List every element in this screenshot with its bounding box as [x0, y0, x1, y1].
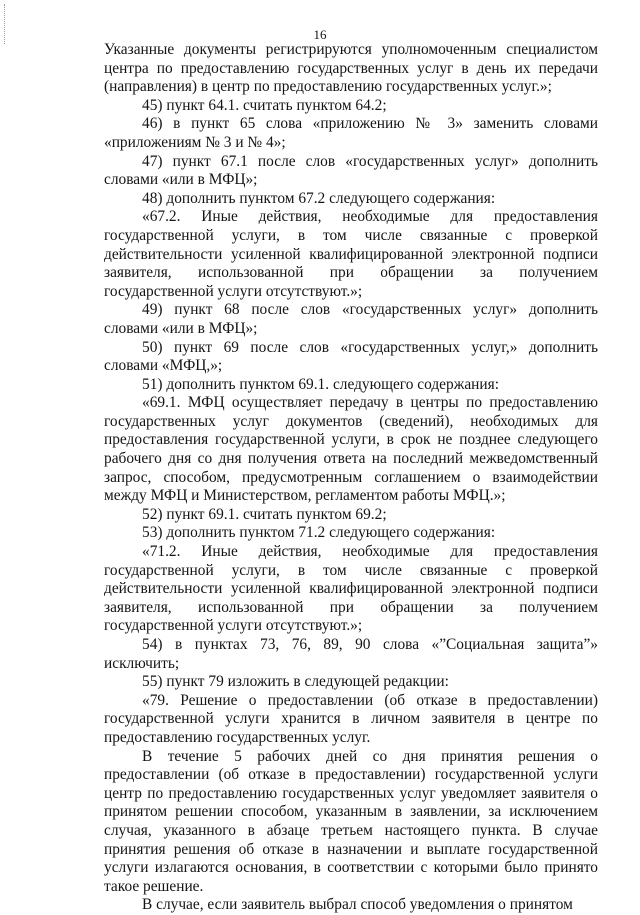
paragraph: 45) пункт 64.1. считать пунктом 64.2;	[142, 96, 387, 114]
paragraph: «67.2. Иные действия, необходимые для предоставления государственной услуги, в том числе связанные с проверкой действительности усиленной квалифицированной электронной подписи заявителя, использованной при обращении за получением государственной услуги отсутствуют.»;	[104, 208, 598, 300]
paragraph: «69.1. МФЦ осуществляет передачу в центры по предоставлению государственных услуг документов (сведений), необходимых для предоставления государственной услуги, в срок не позднее следующего рабочего дня со дня получения ответа на последний межведомственный запрос, способом, предусмотренным соглашением о взаимодействии между МФЦ и Министерством, регламентом работы МФЦ.»;	[104, 394, 598, 505]
paragraph: 48) дополнить пунктом 67.2 следующего содержания:	[142, 189, 496, 207]
paragraph: 54) в пунктах 73, 76, 89, 90 слова «”Социальная защита”» исключить;	[104, 636, 598, 672]
paragraph: 52) пункт 69.1. считать пунктом 69.2;	[142, 505, 387, 523]
paragraph: 49) пункт 68 после слов «государственных услуг» дополнить словами «или в МФЦ»;	[104, 301, 598, 337]
paragraph: 51) дополнить пунктом 69.1. следующего содержания:	[142, 375, 499, 393]
paragraph: 50) пункт 69 после слов «государственных услуг,» дополнить словами «МФЦ,»;	[104, 338, 598, 375]
document-body	[104, 41, 598, 915]
paragraph: В течение 5 рабочих дней со дня принятия решения о предоставлении (об отказе в предоставлении) государственной услуги центр по предоставлению государственных услуг уведомляет заявителя о принятом решении способом, указанным в заявлении, за исключением случая, указанного в абзаце третьем настоящего пункта. В случае принятия решения об отказе в назначении и выплате государственной услуги излагаются основания, в соответствии с которыми было принято такое решение.	[104, 747, 598, 895]
paragraph: 55) пункт 79 изложить в следующей редакции:	[142, 673, 449, 691]
page-number: 16	[313, 27, 327, 42]
paragraph: В случае, если заявитель выбрал способ уведомления о принятом	[142, 896, 573, 914]
paragraph: 46) в пункт 65 слова «приложению № 3» заменить словами «приложениям № 3 и № 4»;	[104, 115, 598, 151]
paragraph: 47) пункт 67.1 после слов «государственных услуг» дополнить словами «или в МФЦ»;	[104, 152, 598, 189]
paragraph: 53) дополнить пунктом 71.2 следующего содержания:	[142, 524, 496, 542]
paragraph: Указанные документы регистрируются уполномоченным специалистом центра по предоставлению государственных услуг в день их передачи (направления) в центр по предоставлению государственных услуг.»;	[104, 41, 598, 96]
paragraph: «71.2. Иные действия, необходимые для предоставления государственной услуги, в том числе связанные с проверкой действительности усиленной квалифицированной электронной подписи заявителя, использованной при обращении за получением государственной услуги отсутствуют.»;	[104, 543, 598, 635]
paragraph: «79. Решение о предоставлении (об отказе в предоставлении) государственной услуги хранится в личном заявителя в центре по предоставлению государственных услуг.	[104, 691, 598, 746]
